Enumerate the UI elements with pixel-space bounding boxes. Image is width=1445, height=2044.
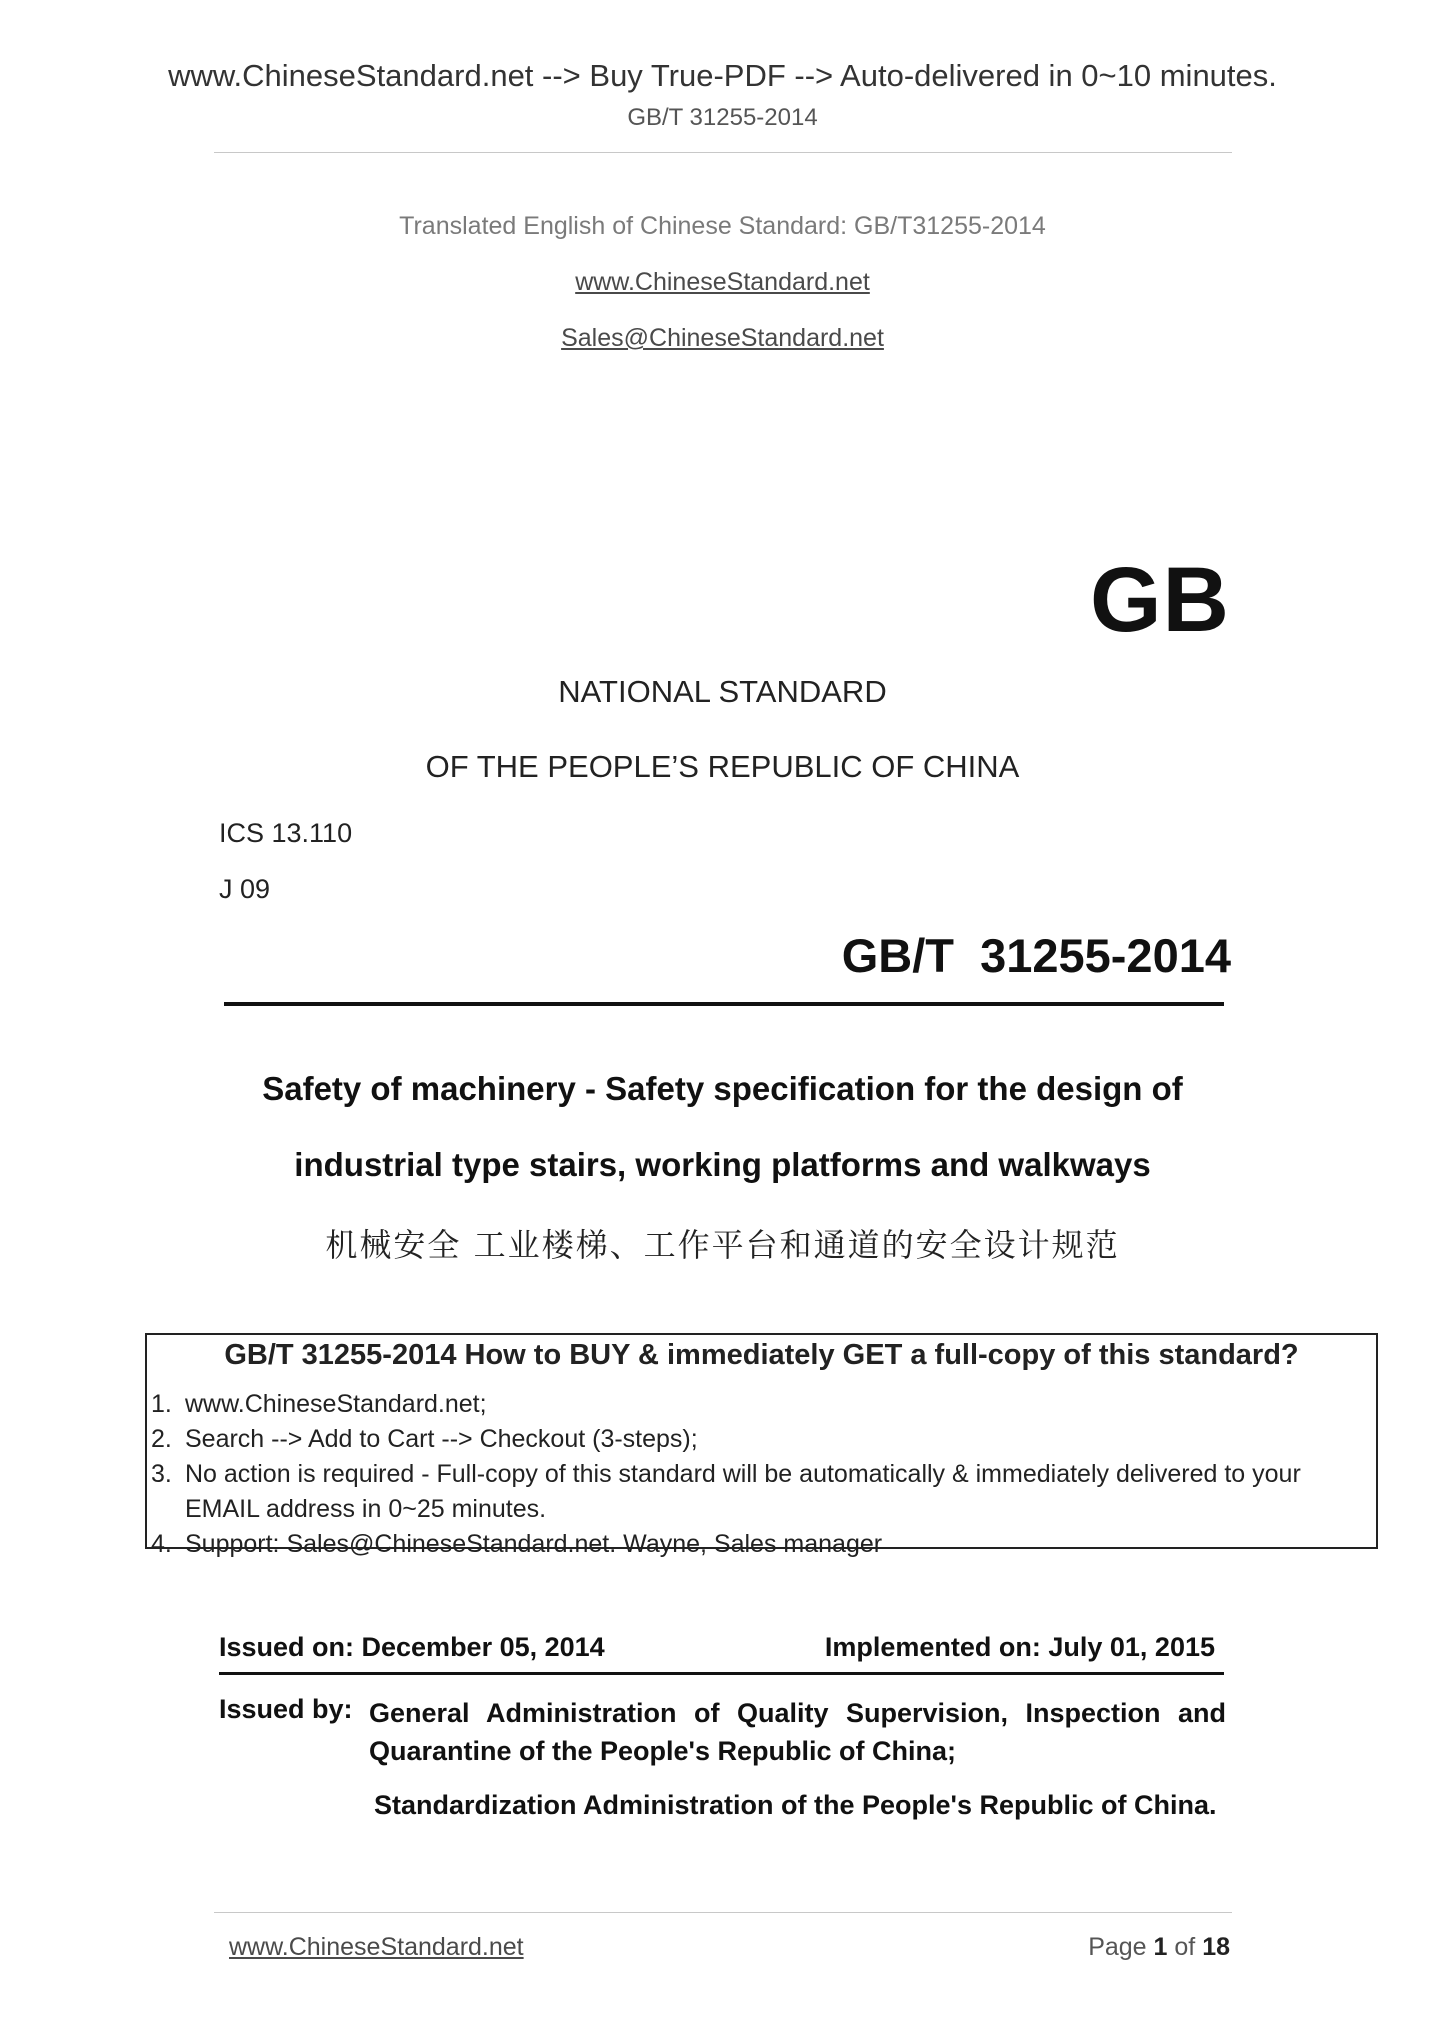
purchase-info-box (145, 1333, 1378, 1558)
issued-on-date: Issued on: December 05, 2014 (219, 1632, 605, 1662)
ics-code: ICS 13.110 (219, 818, 353, 848)
republic-heading: OF THE PEOPLE’S REPUBLIC OF CHINA (425, 749, 1020, 784)
purchase-step (147, 1422, 1335, 1457)
purchase-step (147, 1387, 1335, 1422)
purchase-step (147, 1527, 1335, 1562)
issued-by-label: Issued by: (219, 1694, 353, 1724)
issuance-divider (219, 1672, 1224, 1675)
issuer-gaqsiq: General Administration of Quality Supervision, Inspection and Quarantine of the People's Republic of China; (369, 1698, 1226, 1766)
title-english-line-1: Safety of machinery - Safety specification for the design of (262, 1070, 1183, 1107)
email-link-wrap (0, 324, 1445, 353)
step-text: No action is required - Full-copy of this standard will be automatically & immediately delivered to your EMAIL address in 0~25 minutes. (185, 1460, 1301, 1523)
standard-divider (224, 1002, 1224, 1006)
step-text: www.ChineseStandard.net; (185, 1390, 487, 1418)
header-divider (214, 152, 1232, 153)
purchase-steps (147, 1387, 1335, 1562)
step-text: Support: Sales@ChineseStandard.net. Wayne, Sales manager (185, 1530, 883, 1558)
title-english-line-2: industrial type stairs, working platforms and walkways (294, 1146, 1151, 1183)
page-of: of (1167, 1933, 1203, 1961)
footer-divider (214, 1912, 1232, 1913)
purchase-step (147, 1457, 1335, 1527)
implemented-on-date: Implemented on: July 01, 2015 (824, 1632, 1215, 1662)
step-number: 3. (151, 1460, 172, 1488)
page-prefix: Page (1088, 1933, 1154, 1961)
header-banner: www.ChineseStandard.net --> Buy True-PDF --> Auto-delivered in 0~10 minutes. (168, 58, 1277, 93)
standard-number: GB/T 31255-2014 (841, 929, 1231, 982)
header-standard-code: GB/T 31255-2014 (627, 104, 818, 131)
website-link-wrap (0, 268, 1445, 297)
page-indicator (1088, 1933, 1230, 1962)
step-text: Search --> Add to Cart --> Checkout (3-steps); (185, 1425, 698, 1453)
page-total: 18 (1202, 1933, 1230, 1961)
footer-website-link[interactable]: www.ChineseStandard.net (229, 1933, 524, 1961)
step-number: 2. (151, 1425, 172, 1453)
national-standard-heading: NATIONAL STANDARD (558, 674, 887, 709)
website-link[interactable]: www.ChineseStandard.net (575, 268, 870, 296)
translation-note: Translated English of Chinese Standard: GB/T31255-2014 (399, 212, 1046, 240)
purchase-heading: GB/T 31255-2014 How to BUY & immediately GET a full-copy of this standard? (224, 1339, 1299, 1371)
ccs-code: J 09 (219, 874, 271, 904)
issuer-sac: Standardization Administration of the People's Republic of China. (374, 1790, 1217, 1820)
gb-logo: GB (1090, 549, 1230, 651)
title-chinese: 机械安全 工业楼梯、工作平台和通道的安全设计规范 (325, 1226, 1120, 1264)
step-number: 1. (151, 1390, 172, 1418)
step-number: 4. (151, 1530, 172, 1558)
page-current: 1 (1153, 1933, 1168, 1961)
email-link[interactable]: Sales@ChineseStandard.net (561, 324, 884, 352)
